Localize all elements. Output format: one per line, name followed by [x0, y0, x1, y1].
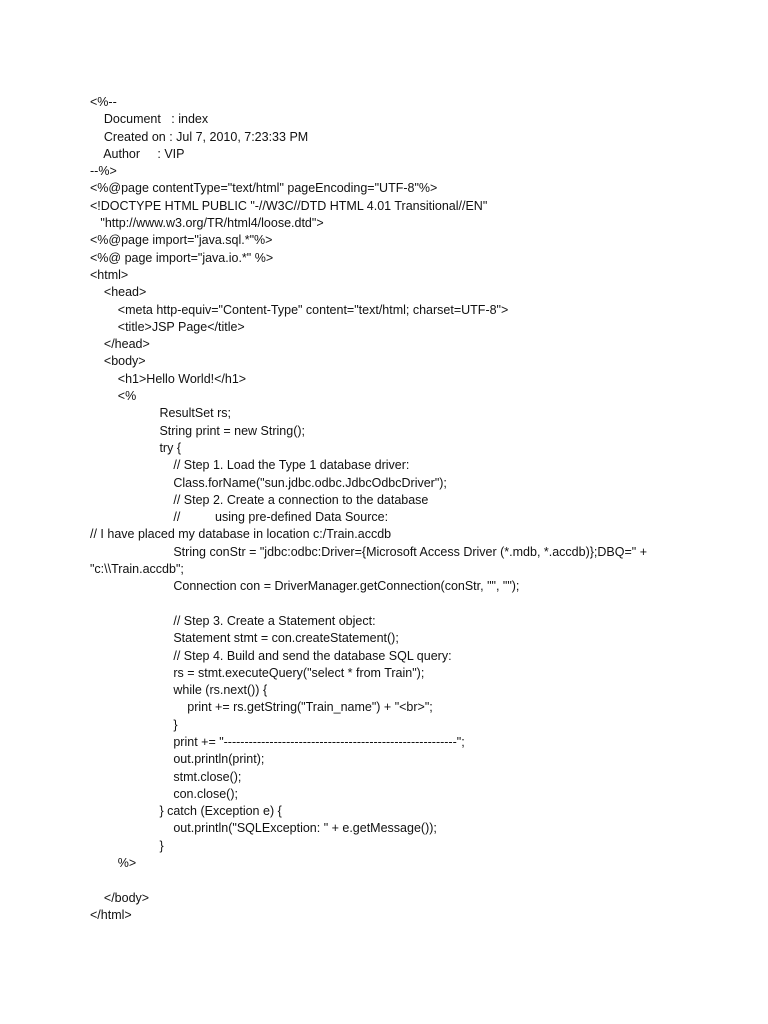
- code-line: <title>JSP Page</title>: [90, 319, 245, 334]
- code-line: String conStr = "jdbc:odbc:Driver={Microsoft Access Driver (*.mdb, *.accdb)};DBQ=" +: [90, 544, 647, 559]
- code-line: <head>: [90, 285, 147, 300]
- code-line: // I have placed my database in location c:/Train.accdb: [90, 527, 392, 542]
- code-line: }: [90, 838, 164, 853]
- code-line: Author : VIP: [90, 146, 185, 161]
- code-line: ResultSet rs;: [90, 406, 232, 421]
- code-line: <%: [90, 389, 137, 404]
- code-listing: [90, 94, 750, 924]
- code-line: <h1>Hello World!</h1>: [90, 371, 247, 386]
- code-line: </body>: [90, 890, 150, 905]
- code-line: </head>: [90, 337, 150, 352]
- code-line: // using pre-defined Data Source:: [90, 510, 389, 525]
- code-line: while (rs.next()) {: [90, 683, 268, 698]
- code-line: out.println("SQLException: " + e.getMessage());: [90, 821, 437, 836]
- code-line: String print = new String();: [90, 423, 306, 438]
- code-line: </html>: [90, 907, 132, 922]
- code-line: <%@page contentType="text/html" pageEncoding="UTF-8"%>: [90, 181, 438, 196]
- code-line: <%@page import="java.sql.*"%>: [90, 233, 273, 248]
- code-line: print += "--------------------------------------------------------";: [90, 734, 465, 749]
- code-line: print += rs.getString("Train_name") + "<br>";: [90, 700, 433, 715]
- code-line: // Step 4. Build and send the database SQL query:: [90, 648, 452, 663]
- code-line: Document : index: [90, 112, 209, 127]
- code-line: Created on : Jul 7, 2010, 7:23:33 PM: [90, 129, 309, 144]
- code-line: // Step 2. Create a connection to the database: [90, 492, 429, 507]
- code-line: %>: [90, 856, 137, 871]
- code-line: <%@ page import="java.io.*" %>: [90, 250, 274, 265]
- code-line: [90, 596, 750, 613]
- code-line: Class.forName("sun.jdbc.odbc.JdbcOdbcDriver");: [90, 475, 447, 490]
- code-line: <meta http-equiv="Content-Type" content="text/html; charset=UTF-8">: [90, 302, 509, 317]
- code-line: "http://www.w3.org/TR/html4/loose.dtd">: [90, 216, 324, 231]
- code-line: "c:\\Train.accdb";: [90, 562, 184, 577]
- code-line: rs = stmt.executeQuery("select * from Train");: [90, 665, 425, 680]
- code-line: stmt.close();: [90, 769, 242, 784]
- code-line: try {: [90, 440, 181, 455]
- code-line: }: [90, 717, 178, 732]
- code-line: // Step 3. Create a Statement object:: [90, 613, 376, 628]
- code-line: --%>: [90, 164, 117, 179]
- code-line: } catch (Exception e) {: [90, 804, 282, 819]
- code-line: con.close();: [90, 786, 238, 801]
- code-line: out.println(print);: [90, 752, 265, 767]
- code-line: <%--: [90, 95, 117, 109]
- code-line: Statement stmt = con.createStatement();: [90, 631, 399, 646]
- code-line: <body>: [90, 354, 146, 369]
- code-line: Connection con = DriverManager.getConnection(conStr, "", "");: [90, 579, 520, 594]
- code-line: // Step 1. Load the Type 1 database driver:: [90, 458, 410, 473]
- code-line: <html>: [90, 267, 129, 282]
- code-line: [90, 872, 750, 889]
- code-line: <!DOCTYPE HTML PUBLIC "-//W3C//DTD HTML 4.01 Transitional//EN": [90, 198, 488, 213]
